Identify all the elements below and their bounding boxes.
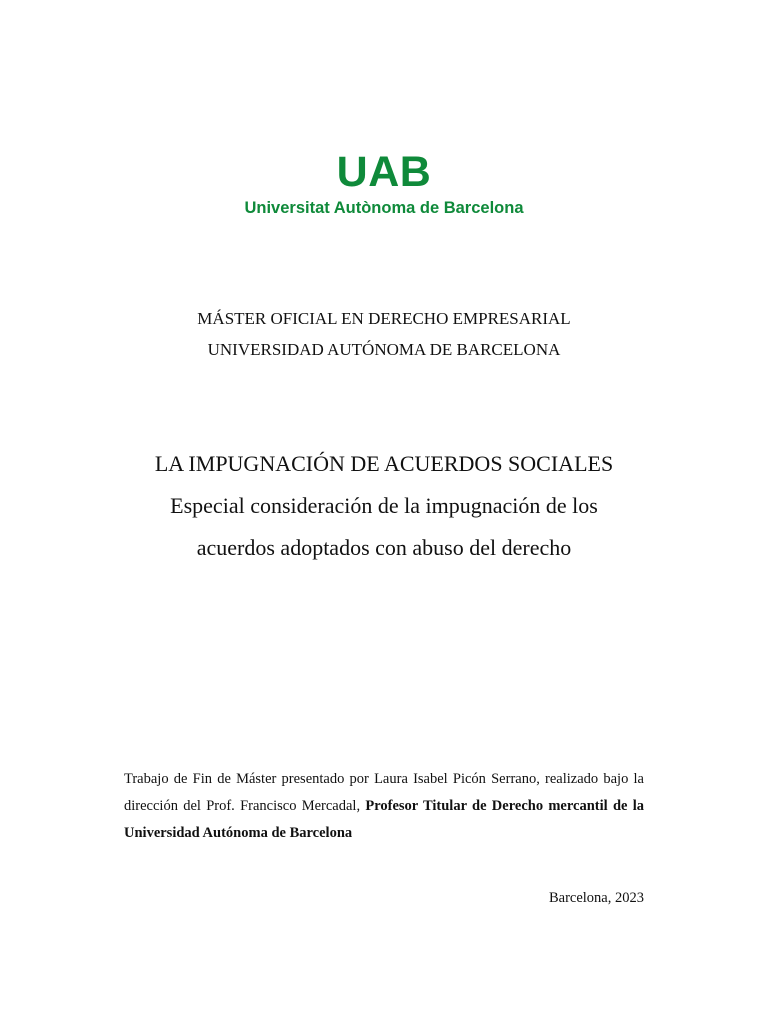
logo-mark: UAB xyxy=(336,148,432,196)
thesis-title-block xyxy=(0,443,768,569)
university-logo xyxy=(0,150,768,218)
logo-university-name: Universitat Autònoma de Barcelona xyxy=(244,199,524,217)
thesis-subtitle-line-1: Especial consideración de la impugnación de los xyxy=(170,493,598,518)
author-paragraph xyxy=(124,766,644,847)
place-date: Barcelona, 2023 xyxy=(548,890,644,906)
program-university: UNIVERSIDAD AUTÓNOMA DE BARCELONA xyxy=(207,340,561,359)
advisor-title: Profesor Titular de Derecho mercantil de la Universidad Autónoma de Barcelona xyxy=(124,797,644,841)
thesis-subtitle-line-2: acuerdos adoptados con abuso del derecho xyxy=(196,535,572,560)
program-heading xyxy=(0,303,768,365)
thesis-title: LA IMPUGNACIÓN DE ACUERDOS SOCIALES xyxy=(154,451,614,476)
author-text: Trabajo de Fin de Máster presentado por Laura Isabel Picón Serrano, realizado bajo la dirección del Prof. Francisco Mercadal, xyxy=(124,770,644,814)
program-name: MÁSTER OFICIAL EN DERECHO EMPRESARIAL xyxy=(197,309,571,328)
